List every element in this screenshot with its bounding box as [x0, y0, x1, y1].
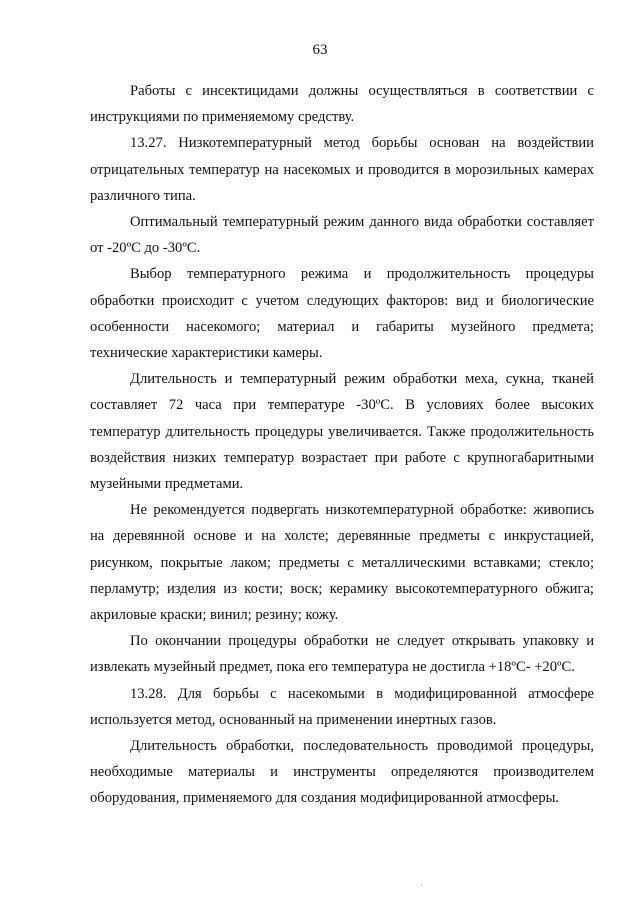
- paragraph-13-27: 13.27. Низкотемпературный метод борьбы основан на воздействии отрицательных температур на насекомых и проводится в морозильных камерах различного типа.: [90, 135, 594, 204]
- paragraph-insecticides: Работы с инсектицидами должны осуществляться в соответствии с инструкциями по применяемому средству.: [90, 83, 594, 126]
- paragraph-modified-atmosphere: Длительность обработки, последовательность проводимой процедуры, необходимые материалы и инструменты определяются производителем оборудования, применяемого для создания модифицированной атмосферы.: [90, 738, 594, 807]
- paragraph-after-procedure: По окончании процедуры обработки не следует открывать упаковку и извлекать музейный предмет, пока его температура не достигла +18ºС- +20ºС.: [90, 633, 594, 676]
- body-text: [90, 78, 594, 812]
- paragraph-duration: Длительность и температурный режим обработки меха, сукна, тканей составляет 72 часа при температуре -30ºС. В условиях более высоких температур длительность процедуры увеличивается. Также продолжительность воздействия низких температур возрастает при работе с крупногабаритными музейными предметами.: [90, 371, 594, 493]
- paragraph-not-recommended: Не рекомендуется подвергать низкотемпературной обработке: живопись на деревянной основе и на холсте; деревянные предметы с инкрустацией, рисунком, покрытые лаком; предметы с металлическими вставками; стекло; перламутр; изделия из кости; воск; керамику высокотемпературного обжига; акриловые краски; винил; резину; кожу.: [90, 502, 594, 624]
- paragraph-factors: Выбор температурного режима и продолжительность процедуры обработки происходит с учетом следующих факторов: вид и биологические особенности насекомого; материал и габариты музейного предмета; технические характеристики камеры.: [90, 266, 594, 362]
- paragraph-temperature-range: Оптимальный температурный режим данного вида обработки составляет от -20ºС до -30ºС.: [90, 214, 594, 257]
- scan-mark: ·: [420, 880, 423, 890]
- page-number: 63: [312, 42, 328, 58]
- paragraph-13-28: 13.28. Для борьбы с насекомыми в модифицированной атмосфере используется метод, основанный на применении инертных газов.: [90, 685, 594, 728]
